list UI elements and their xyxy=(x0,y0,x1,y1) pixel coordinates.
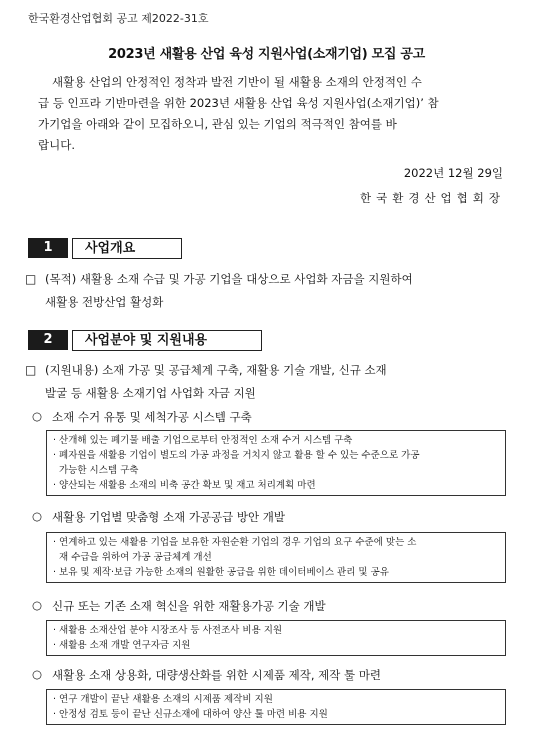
intro-line: 랍니다. xyxy=(38,138,75,152)
detail-box xyxy=(46,689,506,725)
section-text: 새활용 전방산업 활성화 xyxy=(45,295,164,309)
circle-bullet: ○ xyxy=(32,667,43,681)
section-number: 2 xyxy=(28,330,68,350)
detail-line: · 양산되는 새활용 소재의 비축 공간 확보 및 재고 처리계획 마련 xyxy=(53,480,316,491)
section-title: 사업개요 xyxy=(72,238,182,259)
detail-line: · 새활용 소재 개발 연구자금 지원 xyxy=(53,640,191,651)
circle-bullet: ○ xyxy=(32,509,43,523)
detail-box xyxy=(46,532,506,583)
detail-line: · 안정성 검토 등이 끝난 신규소재에 대하여 양산 툴 마련 비용 지원 xyxy=(53,709,328,720)
detail-box xyxy=(46,430,506,496)
square-bullet: □ xyxy=(25,272,37,286)
item-heading: 새활용 소재 상용화, 대량생산화를 위한 시제품 제작, 제작 툴 마련 xyxy=(52,668,382,682)
document-title: 2023년 새활용 산업 육성 지원사업(소재기업) 모집 공고 xyxy=(108,47,425,62)
signatory: 한국환경산업협회장 xyxy=(360,191,505,205)
detail-line: · 산개해 있는 폐기물 배출 기업으로부터 안정적인 소재 수거 시스템 구축 xyxy=(53,435,353,446)
notice-date: 2022년 12월 29일 xyxy=(403,166,503,180)
square-bullet: □ xyxy=(25,363,37,377)
intro-line: 급 등 인프라 기반마련을 위한 2023년 새활용 산업 육성 지원사업(소재기업)’ 참 xyxy=(38,96,439,110)
detail-line: 재 수급을 위하여 가공 공급체계 개선 xyxy=(59,552,212,563)
intro-paragraph xyxy=(38,72,506,156)
detail-line: 가능한 시스템 구축 xyxy=(59,465,139,476)
item-heading: 신규 또는 기존 소재 혁신을 위한 재활용가공 기술 개발 xyxy=(52,599,326,613)
section-text: (목적) 새활용 소재 수급 및 가공 기업을 대상으로 사업화 자금을 지원하여 xyxy=(45,272,413,286)
circle-bullet: ○ xyxy=(32,598,43,612)
circle-bullet: ○ xyxy=(32,409,43,423)
detail-box xyxy=(46,620,506,656)
item-heading: 소재 수거 유통 및 세척가공 시스템 구축 xyxy=(52,410,252,424)
section-title: 사업분야 및 지원내용 xyxy=(72,330,262,351)
detail-line: · 폐자원을 새활용 기업이 별도의 가공 과정을 거치지 않고 활용 할 수 있는 수준으로 가공 xyxy=(53,450,420,461)
intro-line: 가기업을 아래와 같이 모집하오니, 관심 있는 기업의 적극적인 참여를 바 xyxy=(38,117,397,131)
section-number: 1 xyxy=(28,238,68,258)
section-text: 발굴 등 새활용 소재기업 사업화 자금 지원 xyxy=(45,386,256,400)
section-text: (지원내용) 소재 가공 및 공급체계 구축, 재활용 기술 개발, 신규 소재 xyxy=(45,363,387,377)
detail-line: · 새활용 소재산업 분야 시장조사 등 사전조사 비용 지원 xyxy=(53,625,283,636)
item-heading: 새활용 기업별 맞춤형 소재 가공공급 방안 개발 xyxy=(52,510,286,524)
detail-line: · 연구 개발이 끝난 새활용 소재의 시제품 제작비 지원 xyxy=(53,694,273,705)
detail-line: · 연계하고 있는 새활용 기업을 보유한 자원순환 기업의 경우 기업의 요구 수준에 맞는 소 xyxy=(53,537,417,548)
notice-number: 한국환경산업협회 공고 제2022-31호 xyxy=(28,12,209,25)
detail-line: · 보유 및 제작·보급 가능한 소재의 원활한 공급을 위한 데이터베이스 관리 및 공유 xyxy=(53,567,389,578)
intro-line: 새활용 산업의 안정적인 정착과 발전 기반이 될 새활용 소재의 안정적인 수 xyxy=(52,75,422,89)
